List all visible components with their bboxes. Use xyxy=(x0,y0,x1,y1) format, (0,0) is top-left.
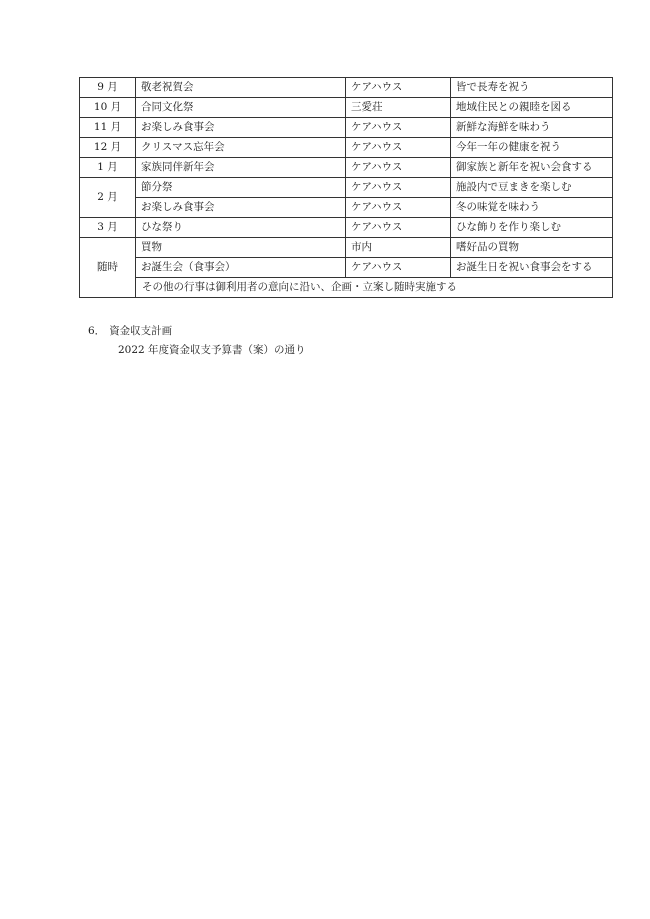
table-row xyxy=(80,98,613,118)
event-cell: 合同文化祭 xyxy=(136,98,346,118)
month-cell: 10 月 xyxy=(80,98,136,118)
purpose-cell: 今年一年の健康を祝う xyxy=(451,138,613,158)
purpose-cell: 御家族と新年を祝い会食する xyxy=(451,158,613,178)
table-row xyxy=(80,138,613,158)
note-cell: その他の行事は御利用者の意向に沿い、企画・立案し随時実施する xyxy=(136,278,613,298)
table-row xyxy=(80,238,613,258)
table-row xyxy=(80,118,613,138)
event-cell: お誕生会（食事会） xyxy=(136,258,346,278)
place-cell: ケアハウス xyxy=(346,138,451,158)
month-cell: 9 月 xyxy=(80,78,136,98)
section-number: 6． xyxy=(88,325,106,337)
place-cell: ケアハウス xyxy=(346,178,451,198)
month-cell: 2 月 xyxy=(80,178,136,218)
place-cell: ケアハウス xyxy=(346,78,451,98)
table-row xyxy=(80,178,613,198)
purpose-cell: 施設内で豆まきを楽しむ xyxy=(451,178,613,198)
event-cell: 敬老祝賀会 xyxy=(136,78,346,98)
event-cell: クリスマス忘年会 xyxy=(136,138,346,158)
month-cell: 3 月 xyxy=(80,218,136,238)
month-cell: 12 月 xyxy=(80,138,136,158)
purpose-cell: 新鮮な海鮮を味わう xyxy=(451,118,613,138)
place-cell: 市内 xyxy=(346,238,451,258)
event-cell: 家族同伴新年会 xyxy=(136,158,346,178)
purpose-cell: 地域住民との親睦を図る xyxy=(451,98,613,118)
place-cell: 三愛荘 xyxy=(346,98,451,118)
event-cell: 買物 xyxy=(136,238,346,258)
month-cell: 1 月 xyxy=(80,158,136,178)
purpose-cell: 冬の味覚を味わう xyxy=(451,198,613,218)
section-6 xyxy=(88,323,306,358)
purpose-cell: 嗜好品の買物 xyxy=(451,238,613,258)
place-cell: ケアハウス xyxy=(346,158,451,178)
event-cell: お楽しみ食事会 xyxy=(136,118,346,138)
table-row xyxy=(80,78,613,98)
month-cell: 随時 xyxy=(80,238,136,298)
event-cell: お楽しみ食事会 xyxy=(136,198,346,218)
section-heading xyxy=(88,323,306,339)
event-cell: 節分祭 xyxy=(136,178,346,198)
table-row xyxy=(80,198,613,218)
table-row xyxy=(80,258,613,278)
table-row xyxy=(80,218,613,238)
event-cell: ひな祭り xyxy=(136,218,346,238)
place-cell: ケアハウス xyxy=(346,118,451,138)
section-body: 2022 年度資金収支予算書（案）の通り xyxy=(118,344,306,356)
section-title: 資金収支計画 xyxy=(109,325,173,337)
table-row xyxy=(80,278,613,298)
place-cell: ケアハウス xyxy=(346,198,451,218)
place-cell: ケアハウス xyxy=(346,258,451,278)
annual-events-table xyxy=(79,77,613,298)
purpose-cell: ひな飾りを作り楽しむ xyxy=(451,218,613,238)
place-cell: ケアハウス xyxy=(346,218,451,238)
purpose-cell: お誕生日を祝い食事会をする xyxy=(451,258,613,278)
month-cell: 11 月 xyxy=(80,118,136,138)
table-row xyxy=(80,158,613,178)
purpose-cell: 皆で長寿を祝う xyxy=(451,78,613,98)
